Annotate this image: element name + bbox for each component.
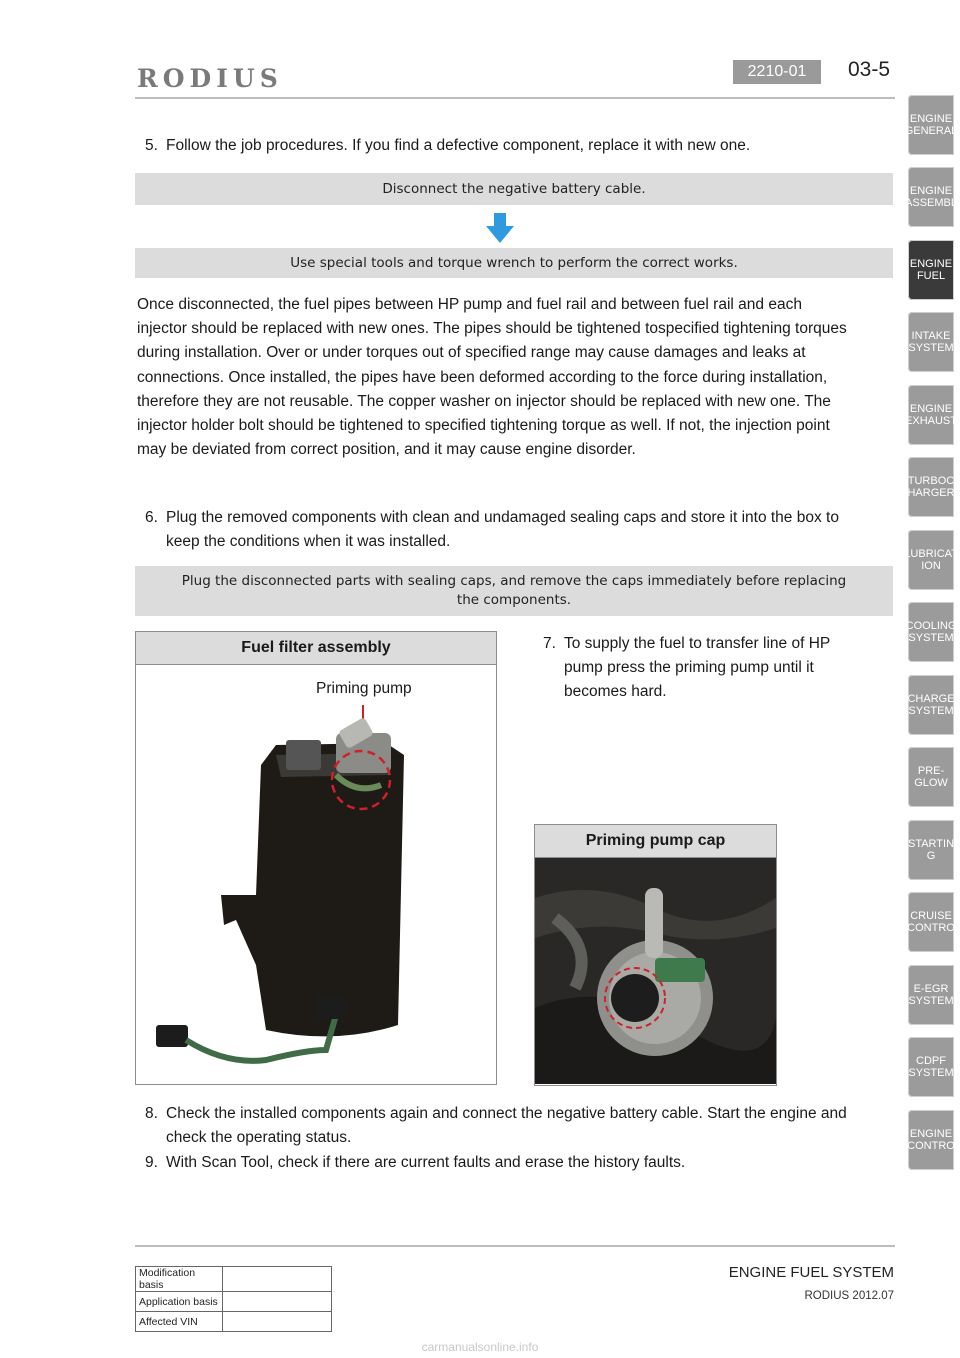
step-8 [145,1102,865,1150]
tab-turbocharger[interactable]: TURBOC HARGER [908,457,954,517]
body-paragraph: Once disconnected, the fuel pipes between HP pump and fuel rail and between fuel rail and each injector should be replaced with new ones. The pipes should be tightened tospecified tightening torques during installation. Over or under torques out of specified range may cause damages and leaks at connections. Once installed, the pipes have been deformed according to the force during installation, therefore they are not reusable. The copper washer on injector should be replaced with new one. The injector holder bolt should be tightened to specified tightening torque as well. If not, the injection point may be deviated from correct position, and it may cause engine disorder. [137,296,847,459]
section-tabs [904,95,960,1155]
step-5 [145,134,865,158]
step-text: With Scan Tool, check if there are current faults and erase the history faults. [166,1154,686,1171]
basis-label: Application basis [136,1292,223,1312]
tab-cruise-control[interactable]: CRUISE CONTRO [908,892,954,952]
table-row [136,1267,332,1292]
step-number: 7. [543,635,556,652]
basis-label: Affected VIN [136,1312,223,1332]
figure-title: Fuel filter assembly [136,632,496,665]
figure-fuel-filter-assembly [135,631,497,1085]
step-number: 5. [145,137,158,154]
priming-pump-callout: Priming pump [316,680,412,697]
tab-e-egr-system[interactable]: E-EGR SYSTEM [908,965,954,1025]
header-rule [135,97,895,99]
page-number: 03-5 [848,58,891,81]
tab-engine-fuel[interactable]: ENGINE FUEL [908,240,954,300]
basis-value [223,1267,332,1292]
step-number: 8. [145,1105,158,1122]
tab-charge-system[interactable]: CHARGE SYSTEM [908,675,954,735]
tab-intake-system[interactable]: INTAKE SYSTEM [908,312,954,372]
tab-engine-exhaust[interactable]: ENGINE EXHAUST [908,385,954,445]
footer-rule [135,1245,895,1247]
table-row [136,1312,332,1332]
tab-cooling-system[interactable]: COOLING SYSTEM [908,602,954,662]
step-6 [145,506,845,554]
basis-value [223,1292,332,1312]
footer-subtitle: RODIUS 2012.07 [804,1290,894,1302]
note-bar-sealing-caps [135,566,893,616]
basis-value [223,1312,332,1332]
tab-engine-assembly[interactable]: ENGINE ASSEMBL [908,167,954,227]
basis-label: Modification basis [136,1267,223,1292]
figure-title: Priming pump cap [535,825,776,858]
note-bar-battery: Disconnect the negative battery cable. [135,173,893,205]
brand-logo: RODIUS [137,64,283,93]
watermark: carmanualsonline.info [421,1340,539,1354]
footer-title: ENGINE FUEL SYSTEM [728,1264,894,1281]
tab-engine-general[interactable]: ENGINE GENERAL [908,95,954,155]
basis-table [135,1266,332,1332]
tab-pre-glow[interactable]: PRE- GLOW [908,747,954,807]
tab-engine-control[interactable]: ENGINE CONTRO [908,1110,954,1170]
down-arrow-icon [486,213,514,243]
note-bar-tools: Use special tools and torque wrench to perform the correct works. [135,248,893,278]
step-number: 6. [145,509,158,526]
tab-starting[interactable]: STARTIN G [908,820,954,880]
tab-lubrication[interactable]: LUBRICAT ION [908,530,954,590]
fuel-filter-illustration [136,665,496,1083]
step-number: 9. [145,1154,158,1171]
step-7 [543,632,843,704]
step-text: Check the installed components again and connect the negative battery cable. Start the engine and check the operating status. [166,1105,847,1146]
priming-pump-cap-photo [535,858,776,1084]
step-text: Follow the job procedures. If you find a defective component, replace it with new one. [166,137,751,154]
step-9 [145,1151,865,1175]
figure-priming-pump-cap [534,824,777,1086]
section-code-badge: 2210-01 [733,60,821,84]
table-row [136,1292,332,1312]
tab-cdpf-system[interactable]: CDPF SYSTEM [908,1037,954,1097]
step-text: Plug the removed components with clean and undamaged sealing caps and store it into the box to keep the conditions when it was installed. [166,509,839,550]
note-text: Plug the disconnected parts with sealing caps, and remove the caps immediately before replacing the components. [181,573,847,608]
step-text: To supply the fuel to transfer line of HP pump press the priming pump until it becomes hard. [564,635,830,700]
